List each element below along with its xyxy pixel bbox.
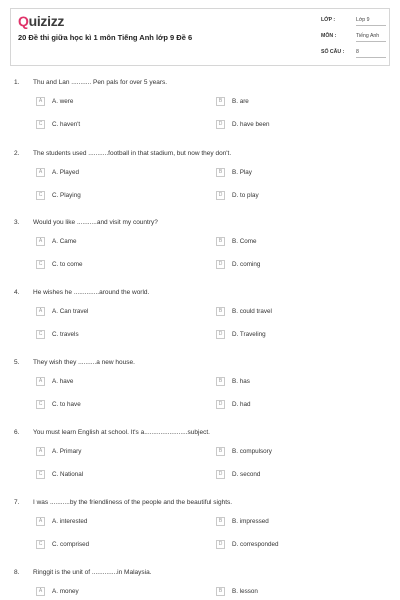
option-letter-box: A — [36, 517, 45, 526]
question-text: They wish they ..........a new house. — [33, 359, 135, 366]
option-text: D. Traveling — [232, 331, 266, 338]
meta-row-subject — [321, 29, 389, 45]
option-letter-box: B — [216, 307, 225, 316]
option-letter-box: D — [216, 540, 225, 549]
option-letter-box: D — [216, 400, 225, 409]
option-letter-box: D — [216, 260, 225, 269]
question-5 — [0, 359, 400, 429]
option-text: A. have — [52, 378, 74, 385]
meta-label: SỐ CÂU : — [321, 49, 345, 55]
option-text: D. corresponded — [232, 541, 279, 548]
option-letter-box: C — [36, 330, 45, 339]
option-text: C. Playing — [52, 192, 81, 199]
option-text: A. money — [52, 588, 79, 595]
option-letter-box: A — [36, 447, 45, 456]
worksheet-title: 20 Đề thi giữa học kì 1 môn Tiếng Anh lớp 9 Đề 6 — [18, 33, 193, 42]
question-number: 6. — [14, 429, 20, 436]
option-text: B. Play — [232, 169, 252, 176]
option-letter-box: B — [216, 377, 225, 386]
question-text: Thu and Lan ........... Pen pals for over 5 years. — [33, 79, 168, 86]
option-letter-box: D — [216, 191, 225, 200]
option-text: D. had — [232, 401, 251, 408]
question-text: You must learn English at school. It's a........................subject. — [33, 429, 210, 436]
option-text: C. haven't — [52, 121, 81, 128]
question-text: I was ...........by the friendliness of the people and the beautiful sights. — [33, 499, 233, 506]
option-text: D. coming — [232, 261, 261, 268]
option-text: B. could travel — [232, 308, 272, 315]
option-letter-box: C — [36, 191, 45, 200]
option-letter-box: B — [216, 517, 225, 526]
option-text: B. are — [232, 98, 249, 105]
meta-value: 8 — [356, 49, 386, 58]
question-number: 4. — [14, 289, 20, 296]
question-text: He wishes he ..............around the world. — [33, 289, 150, 296]
meta-row-count — [321, 45, 389, 61]
worksheet-header — [10, 8, 390, 66]
question-number: 7. — [14, 499, 20, 506]
option-letter-box: D — [216, 470, 225, 479]
option-text: D. to play — [232, 192, 259, 199]
question-number: 2. — [14, 150, 20, 157]
option-letter-box: C — [36, 470, 45, 479]
option-text: B. impressed — [232, 518, 269, 525]
option-letter-box: C — [36, 540, 45, 549]
option-letter-box: B — [216, 237, 225, 246]
question-number: 5. — [14, 359, 20, 366]
option-letter-box: B — [216, 168, 225, 177]
option-text: A. Can travel — [52, 308, 89, 315]
option-text: B. compulsory — [232, 448, 272, 455]
option-letter-box: A — [36, 587, 45, 596]
meta-label: LỚP : — [321, 17, 336, 23]
quizizz-logo — [18, 13, 64, 29]
option-letter-box: A — [36, 307, 45, 316]
option-text: C. comprised — [52, 541, 90, 548]
option-text: A. interested — [52, 518, 88, 525]
option-text: D. second — [232, 471, 261, 478]
option-letter-box: C — [36, 120, 45, 129]
option-text: C. to come — [52, 261, 83, 268]
question-8 — [0, 569, 400, 600]
option-text: A. Came — [52, 238, 77, 245]
question-1 — [0, 79, 400, 149]
option-text: A. Played — [52, 169, 79, 176]
option-letter-box: C — [36, 400, 45, 409]
meta-row-class — [321, 13, 389, 29]
option-letter-box: A — [36, 168, 45, 177]
option-letter-box: A — [36, 97, 45, 106]
meta-value: Tiếng Anh — [356, 33, 386, 42]
question-7 — [0, 499, 400, 569]
option-letter-box: D — [216, 120, 225, 129]
question-number: 8. — [14, 569, 20, 576]
meta-value: Lớp 9 — [356, 17, 386, 26]
option-text: C. travels — [52, 331, 79, 338]
option-letter-box: B — [216, 97, 225, 106]
option-text: C. National — [52, 471, 84, 478]
option-letter-box: C — [36, 260, 45, 269]
meta-label: MÔN : — [321, 33, 337, 39]
logo-letter-q: Q — [18, 13, 29, 29]
option-letter-box: A — [36, 377, 45, 386]
question-3 — [0, 219, 400, 289]
logo-rest: uizizz — [28, 13, 65, 29]
option-letter-box: A — [36, 237, 45, 246]
question-text: Ringgit is the unit of ..............in Malaysia. — [33, 569, 152, 576]
option-text: B. Come — [232, 238, 257, 245]
worksheet-meta — [321, 13, 389, 61]
option-letter-box: B — [216, 447, 225, 456]
question-6 — [0, 429, 400, 499]
option-letter-box: D — [216, 330, 225, 339]
question-text: Would you like ...........and visit my country? — [33, 219, 158, 226]
option-text: D. have been — [232, 121, 270, 128]
question-number: 1. — [14, 79, 20, 86]
option-text: C. to have — [52, 401, 81, 408]
question-number: 3. — [14, 219, 20, 226]
question-4 — [0, 289, 400, 359]
question-2 — [0, 150, 400, 220]
option-text: A. Primary — [52, 448, 82, 455]
option-text: B. lesson — [232, 588, 258, 595]
option-letter-box: B — [216, 587, 225, 596]
question-text: The students used ...........football in that stadium, but now they don't. — [33, 150, 232, 157]
option-text: A. were — [52, 98, 74, 105]
option-text: B. has — [232, 378, 250, 385]
